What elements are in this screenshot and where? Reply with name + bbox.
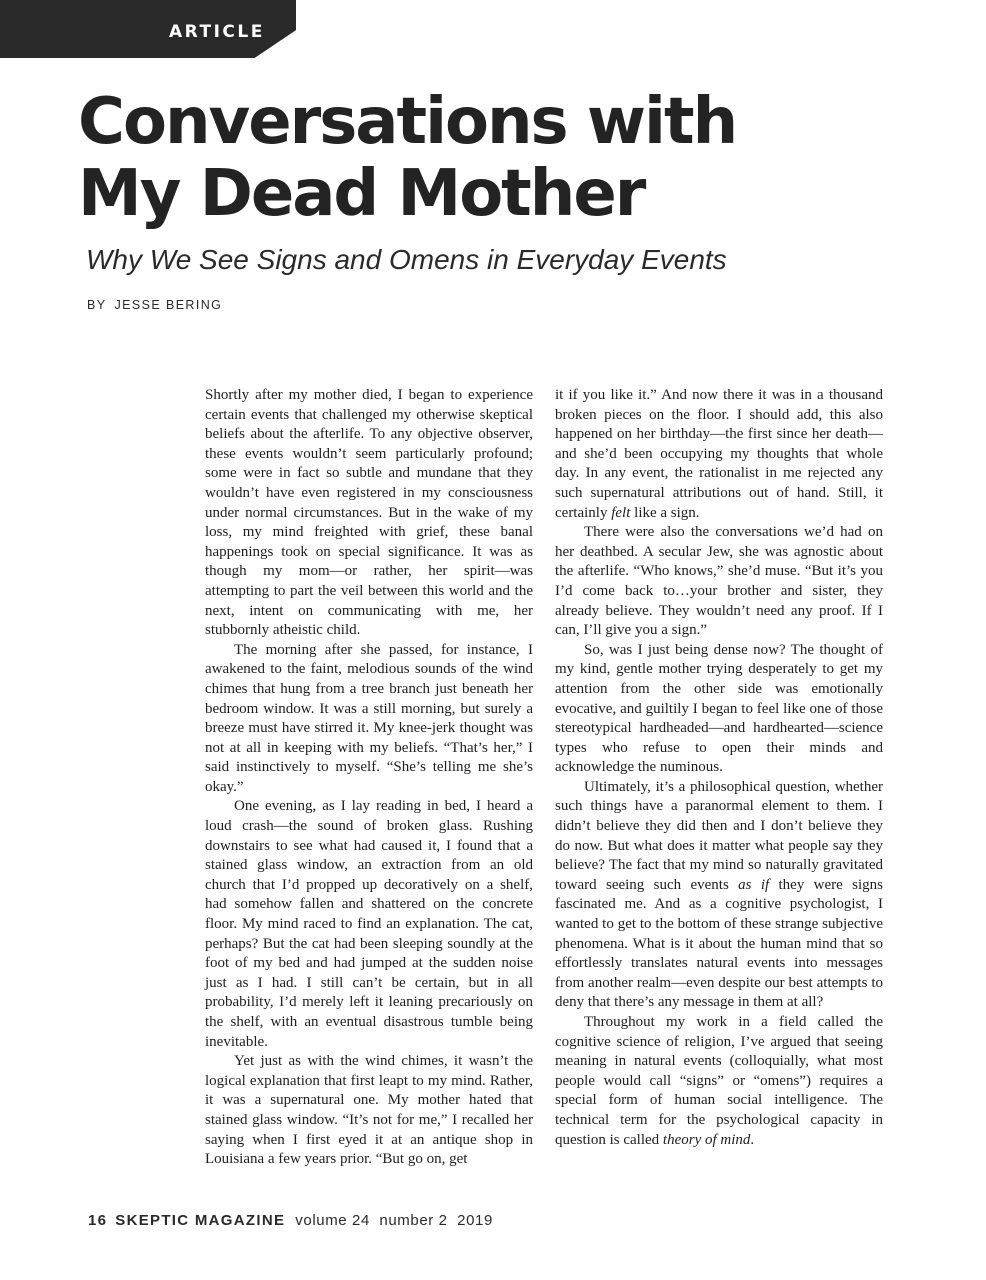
paragraph-text: Throughout my work in a field called the cognitive science of religion, I’ve argued that seeing meaning in natural events (colloquially, what most people would call “signs” or “omens”) requires a special form of human social intelligence. The technical term for the psychological capacity in question is called: [555, 1014, 883, 1148]
paragraph-text: they were signs fascinated me. And as a cognitive psychologist, I wanted to get to the bottom of these strange subjective phenomena. What is it about the human mind that so effortlessly translates natural events into messages from another realm—even despite our best attempts to deny that there’s any message in them at all?: [555, 876, 883, 1011]
paragraph: [205, 797, 533, 1052]
article-title-line-2: My Dead Mother: [78, 157, 645, 231]
page-footer: [88, 1212, 493, 1229]
section-tab-label: ARTICLE: [169, 22, 265, 42]
paragraph-text: So, was I just being dense now? The thought of my kind, gentle mother trying desperately to get my attention from the other side was emotionally evocative, and guiltily I began to feel like one of those stereotypical hardheaded—and hardhearted—science types who refuse to open their minds and acknowledge the numinous.: [555, 641, 883, 776]
paragraph: [555, 386, 883, 523]
paragraph-text: The morning after she passed, for instance, I awakened to the faint, melodious sounds of the wind chimes that hung from a tree branch just beneath her bedroom window. It was a still morning, but surely a breeze must have stirred it. My knee-jerk thought was not at all in keeping with my beliefs. “That’s her,” I said instinctively to myself. “She’s telling me she’s okay.”: [205, 641, 533, 795]
body-column-left: [205, 386, 533, 1170]
paragraph-text: .: [750, 1131, 755, 1148]
article-title: [78, 86, 736, 230]
byline-author: JESSE BERING: [114, 298, 223, 312]
issue-info: volume 24 number 2 2019: [295, 1212, 493, 1229]
body-column-right: [555, 386, 883, 1150]
article-subtitle: Why We See Signs and Omens in Everyday Events: [86, 244, 727, 275]
emphasis-text: theory of mind: [662, 1131, 751, 1148]
magazine-name: SKEPTIC MAGAZINE: [115, 1212, 286, 1229]
paragraph: [205, 386, 533, 641]
article-title-line-1: Conversations with: [78, 85, 737, 159]
page-number: 16: [88, 1212, 108, 1229]
paragraph-text: Ultimately, it’s a philosophical question, whether such things have a paranormal element to them. I didn’t believe they did then and I don’t believe they do now. But what does it matter what people say they believe? The fact that my mind so naturally gravitated toward seeing such events: [555, 778, 883, 893]
emphasis-text: as if: [738, 876, 770, 893]
paragraph: [205, 1052, 533, 1170]
byline: [87, 298, 222, 312]
paragraph-text: One evening, as I lay reading in bed, I heard a loud crash—the sound of broken glass. Rushing downstairs to see what had caused it, I found that a stained glass window, an extraction from an old church that I’d propped up decoratively on a shelf, had somehow fallen and shattered on the concrete floor. My mind raced to find an explanation. The cat, perhaps? But the cat had been sleeping soundly at the foot of my bed and had jumped at the sudden noise just as I had. I still can’t be certain, but in all probability, I’d merely left it leaning precariously on the shelf, with an eventual disastrous tumble being inevitable.: [205, 798, 533, 1050]
paragraph: [555, 641, 883, 778]
paragraph-text: like a sign.: [630, 504, 700, 521]
paragraph: [555, 1013, 883, 1150]
paragraph: [555, 523, 883, 641]
paragraph-text: it if you like it.” And now there it was in a thousand broken pieces on the floor. I should add, this also happened on her birthday—the first since her death—and she’d been occupying my thoughts that whole day. In any event, the rationalist in me rejected any such supernatural attributions out of hand. Still, it certainly: [555, 387, 883, 521]
paragraph-text: Shortly after my mother died, I began to experience certain events that challenged my otherwise skeptical beliefs about the afterlife. To any objective observer, these events wouldn’t seem particularly profound; some were in fact so subtle and mundane that they wouldn’t have even registered in my consciousness under normal circumstances. But in the wake of my loss, my mind freighted with grief, these banal happenings took on special significance. It was as though my mom—or rather, her spirit—was attempting to part the veil between this world and the next, intent on communicating with me, her stubbornly atheistic child.: [205, 387, 533, 639]
paragraph: [555, 778, 883, 1013]
paragraph: [205, 641, 533, 798]
byline-prefix: BY: [87, 298, 107, 312]
paragraph-text: Yet just as with the wind chimes, it wasn’t the logical explanation that first leapt to my mind. Rather, it was a supernatural one. My mother hated that stained glass window. “It’s not for me,” I recalled her saying when I first eyed it at an antique shop in Louisiana a few years prior. “But go on, get: [205, 1053, 533, 1168]
paragraph-text: There were also the conversations we’d had on her deathbed. A secular Jew, she was agnostic about the afterlife. “Who knows,” she’d muse. “But it’s you I’d come back to…your brother and sister, they already believe. They wouldn’t need any proof. If I can, I’ll give you a sign.”: [555, 524, 883, 639]
emphasis-text: felt: [611, 504, 631, 521]
